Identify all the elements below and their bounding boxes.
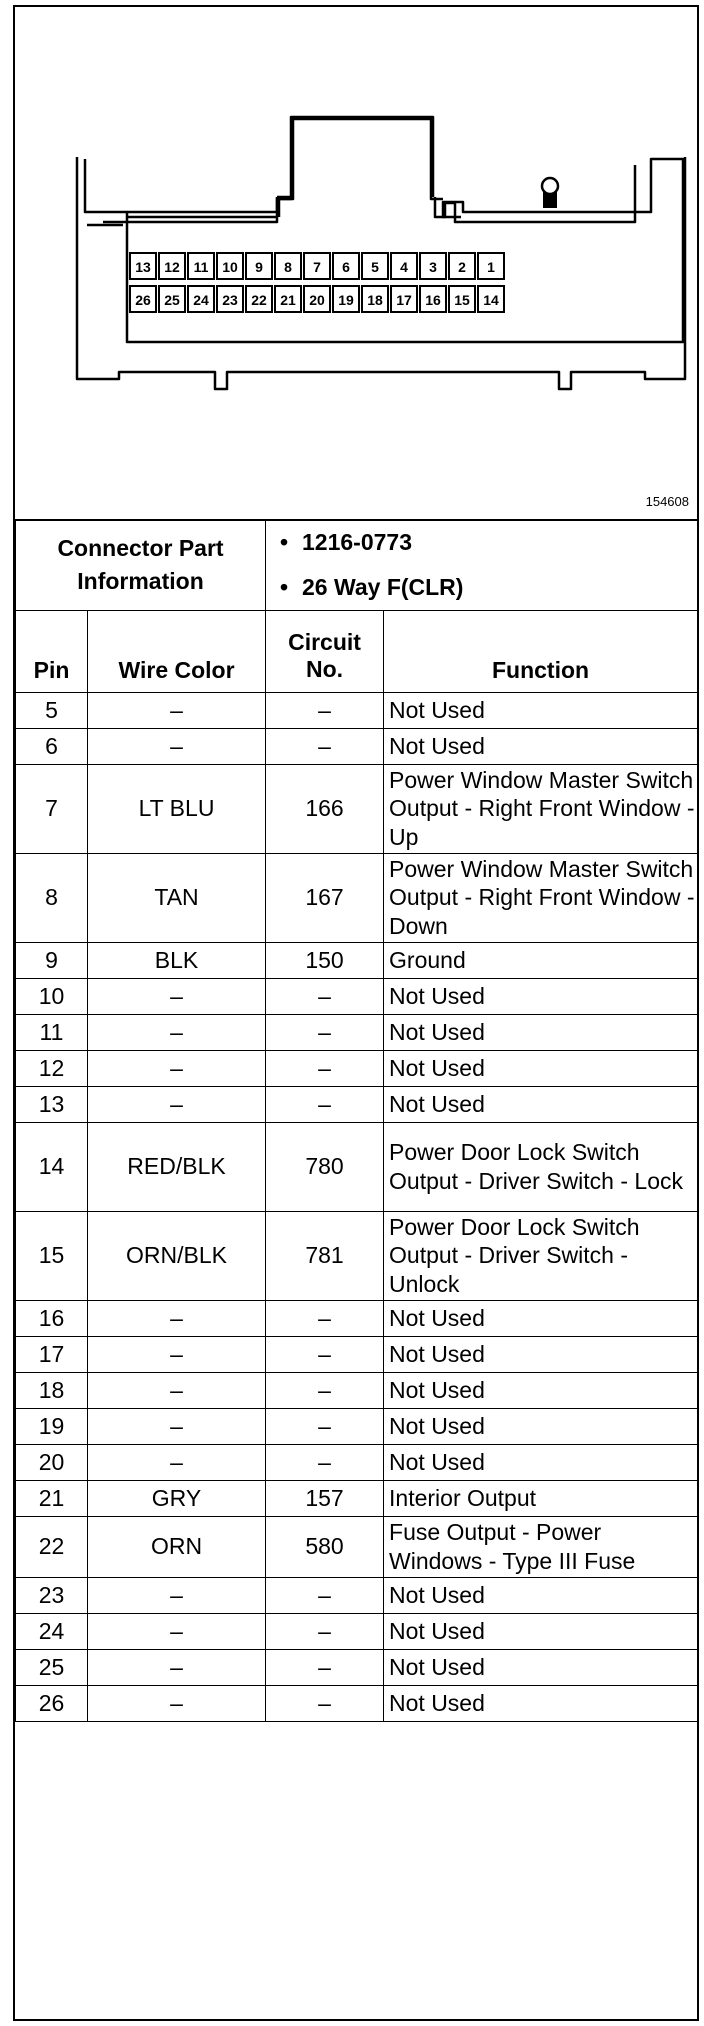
wire-color-cell: – bbox=[88, 1613, 266, 1649]
function-cell: Not Used bbox=[384, 1685, 698, 1721]
table-row bbox=[16, 1444, 698, 1480]
pin-cell: 25 bbox=[16, 1649, 88, 1685]
wire-color-cell: – bbox=[88, 1577, 266, 1613]
function-cell: Power Door Lock Switch Output - Driver Switch - Lock bbox=[384, 1122, 698, 1211]
table-row bbox=[16, 1480, 698, 1516]
circuit-no-cell: – bbox=[266, 1685, 384, 1721]
function-cell: Not Used bbox=[384, 692, 698, 728]
circuit-no-cell: – bbox=[266, 1577, 384, 1613]
pin-number-label: 10 bbox=[222, 259, 238, 275]
circuit-no-cell: – bbox=[266, 1014, 384, 1050]
circuit-no-cell: – bbox=[266, 728, 384, 764]
circuit-no-cell: – bbox=[266, 692, 384, 728]
figure-id: 154608 bbox=[645, 494, 689, 509]
table-row bbox=[16, 1613, 698, 1649]
pin-number-label: 8 bbox=[284, 259, 292, 275]
function-cell: Not Used bbox=[384, 1577, 698, 1613]
pin-cell: 20 bbox=[16, 1444, 88, 1480]
table-row bbox=[16, 1685, 698, 1721]
pin-number-label: 13 bbox=[135, 259, 151, 275]
table-row bbox=[16, 1336, 698, 1372]
wire-color-cell: ORN bbox=[88, 1516, 266, 1577]
connector-part-number: • 1216-0773 bbox=[280, 529, 413, 555]
pin-cell: 7 bbox=[16, 764, 88, 853]
pin-number-label: 25 bbox=[164, 292, 180, 308]
table-row bbox=[16, 1211, 698, 1300]
pin-number-label: 22 bbox=[251, 292, 267, 308]
pin-number-label: 6 bbox=[342, 259, 350, 275]
table-row bbox=[16, 1516, 698, 1577]
pin-cell: 5 bbox=[16, 692, 88, 728]
pin-number-label: 1 bbox=[487, 259, 495, 275]
table-row bbox=[16, 1050, 698, 1086]
wire-color-cell: – bbox=[88, 1014, 266, 1050]
function-cell: Not Used bbox=[384, 1300, 698, 1336]
circuit-no-cell: – bbox=[266, 1050, 384, 1086]
wire-color-cell: – bbox=[88, 1408, 266, 1444]
function-cell: Not Used bbox=[384, 728, 698, 764]
circuit-no-cell: 580 bbox=[266, 1516, 384, 1577]
circuit-no-cell: 781 bbox=[266, 1211, 384, 1300]
wire-color-cell: – bbox=[88, 1050, 266, 1086]
function-cell: Not Used bbox=[384, 1336, 698, 1372]
circuit-no-cell: – bbox=[266, 1086, 384, 1122]
pin-cell: 9 bbox=[16, 942, 88, 978]
table-row bbox=[16, 692, 698, 728]
pin-number-label: 2 bbox=[458, 259, 466, 275]
circuit-no-cell: – bbox=[266, 1300, 384, 1336]
pin-number-label: 21 bbox=[280, 292, 296, 308]
circuit-no-cell: – bbox=[266, 1649, 384, 1685]
table-header bbox=[16, 610, 698, 692]
table-row bbox=[16, 1014, 698, 1050]
circuit-no-cell: 150 bbox=[266, 942, 384, 978]
connector-info-values bbox=[266, 520, 698, 611]
wire-color-cell: TAN bbox=[88, 853, 266, 942]
pin-number-label: 9 bbox=[255, 259, 263, 275]
pinout-table bbox=[15, 519, 698, 1722]
table-row bbox=[16, 764, 698, 853]
table-row bbox=[16, 978, 698, 1014]
connector-diagram bbox=[15, 7, 697, 521]
connector-sheet bbox=[13, 5, 699, 2021]
function-cell: Power Window Master Switch Output - Right Front Window - Up bbox=[384, 764, 698, 853]
circuit-no-cell: – bbox=[266, 1613, 384, 1649]
function-cell: Not Used bbox=[384, 978, 698, 1014]
wire-color-cell: – bbox=[88, 728, 266, 764]
table-row bbox=[16, 1086, 698, 1122]
function-cell: Fuse Output - Power Windows - Type III Fuse bbox=[384, 1516, 698, 1577]
col-header-circuit-no: Circuit No. bbox=[266, 610, 384, 692]
circuit-no-cell: 157 bbox=[266, 1480, 384, 1516]
pin-cell: 14 bbox=[16, 1122, 88, 1211]
pin-cell: 10 bbox=[16, 978, 88, 1014]
wire-color-cell: RED/BLK bbox=[88, 1122, 266, 1211]
table-row bbox=[16, 1408, 698, 1444]
pin-number-label: 3 bbox=[429, 259, 437, 275]
col-header-wire-color: Wire Color bbox=[88, 610, 266, 692]
function-cell: Not Used bbox=[384, 1408, 698, 1444]
pin-number-label: 18 bbox=[367, 292, 383, 308]
function-cell: Not Used bbox=[384, 1014, 698, 1050]
function-cell: Not Used bbox=[384, 1444, 698, 1480]
pin-number-label: 15 bbox=[454, 292, 470, 308]
pin-cell: 18 bbox=[16, 1372, 88, 1408]
connector-type: • 26 Way F(CLR) bbox=[280, 573, 464, 600]
pin-cell: 13 bbox=[16, 1086, 88, 1122]
connector-face-drawing bbox=[15, 7, 697, 519]
circuit-no-cell: 166 bbox=[266, 764, 384, 853]
pin-cell: 17 bbox=[16, 1336, 88, 1372]
connector-info-label: Connector Part Information bbox=[16, 520, 266, 611]
pin-cell: 12 bbox=[16, 1050, 88, 1086]
function-cell: Power Window Master Switch Output - Right Front Window - Down bbox=[384, 853, 698, 942]
col-header-function: Function bbox=[384, 610, 698, 692]
wire-color-cell: – bbox=[88, 692, 266, 728]
circuit-no-cell: – bbox=[266, 978, 384, 1014]
circuit-no-cell: – bbox=[266, 1372, 384, 1408]
wire-color-cell: – bbox=[88, 1086, 266, 1122]
circuit-no-cell: 780 bbox=[266, 1122, 384, 1211]
pin-cell: 16 bbox=[16, 1300, 88, 1336]
pin-cell: 26 bbox=[16, 1685, 88, 1721]
wire-color-cell: – bbox=[88, 1300, 266, 1336]
function-cell: Ground bbox=[384, 942, 698, 978]
wire-color-cell: BLK bbox=[88, 942, 266, 978]
pin-cell: 22 bbox=[16, 1516, 88, 1577]
pin-cell: 21 bbox=[16, 1480, 88, 1516]
pin-cell: 6 bbox=[16, 728, 88, 764]
table-row bbox=[16, 1649, 698, 1685]
function-cell: Interior Output bbox=[384, 1480, 698, 1516]
wire-color-cell: – bbox=[88, 1444, 266, 1480]
table-row bbox=[16, 853, 698, 942]
circuit-no-cell: – bbox=[266, 1336, 384, 1372]
circuit-no-cell: 167 bbox=[266, 853, 384, 942]
function-cell: Not Used bbox=[384, 1372, 698, 1408]
col-header-pin: Pin bbox=[16, 610, 88, 692]
function-cell: Not Used bbox=[384, 1613, 698, 1649]
table-row bbox=[16, 942, 698, 978]
circuit-no-cell: – bbox=[266, 1408, 384, 1444]
wire-color-cell: – bbox=[88, 978, 266, 1014]
function-cell: Power Door Lock Switch Output - Driver Switch - Unlock bbox=[384, 1211, 698, 1300]
table-row bbox=[16, 1122, 698, 1211]
pin-number-label: 19 bbox=[338, 292, 354, 308]
pin-number-label: 17 bbox=[396, 292, 412, 308]
pin-number-label: 4 bbox=[400, 259, 408, 275]
wire-color-cell: LT BLU bbox=[88, 764, 266, 853]
table-row bbox=[16, 1300, 698, 1336]
wire-color-cell: – bbox=[88, 1372, 266, 1408]
circuit-no-cell: – bbox=[266, 1444, 384, 1480]
connector-info-row bbox=[16, 520, 698, 611]
pin-cell: 19 bbox=[16, 1408, 88, 1444]
pin-number-label: 11 bbox=[193, 259, 209, 275]
pin-cell: 15 bbox=[16, 1211, 88, 1300]
pin-number-label: 23 bbox=[222, 292, 238, 308]
function-cell: Not Used bbox=[384, 1086, 698, 1122]
pin-cell: 24 bbox=[16, 1613, 88, 1649]
pin-number-label: 24 bbox=[193, 292, 209, 308]
pin-number-label: 26 bbox=[135, 292, 151, 308]
wire-color-cell: – bbox=[88, 1336, 266, 1372]
table-row bbox=[16, 728, 698, 764]
pin-number-label: 7 bbox=[313, 259, 321, 275]
pin-number-label: 14 bbox=[483, 292, 499, 308]
wire-color-cell: ORN/BLK bbox=[88, 1211, 266, 1300]
wire-color-cell: – bbox=[88, 1685, 266, 1721]
function-cell: Not Used bbox=[384, 1649, 698, 1685]
pin-number-label: 20 bbox=[309, 292, 325, 308]
pin-cell: 23 bbox=[16, 1577, 88, 1613]
table-row bbox=[16, 1577, 698, 1613]
pin-number-label: 5 bbox=[371, 259, 379, 275]
pin-number-label: 16 bbox=[425, 292, 441, 308]
pin-cell: 8 bbox=[16, 853, 88, 942]
wire-color-cell: GRY bbox=[88, 1480, 266, 1516]
function-cell: Not Used bbox=[384, 1050, 698, 1086]
pin-cell: 11 bbox=[16, 1014, 88, 1050]
table-row bbox=[16, 1372, 698, 1408]
wire-color-cell: – bbox=[88, 1649, 266, 1685]
pin-number-label: 12 bbox=[164, 259, 180, 275]
